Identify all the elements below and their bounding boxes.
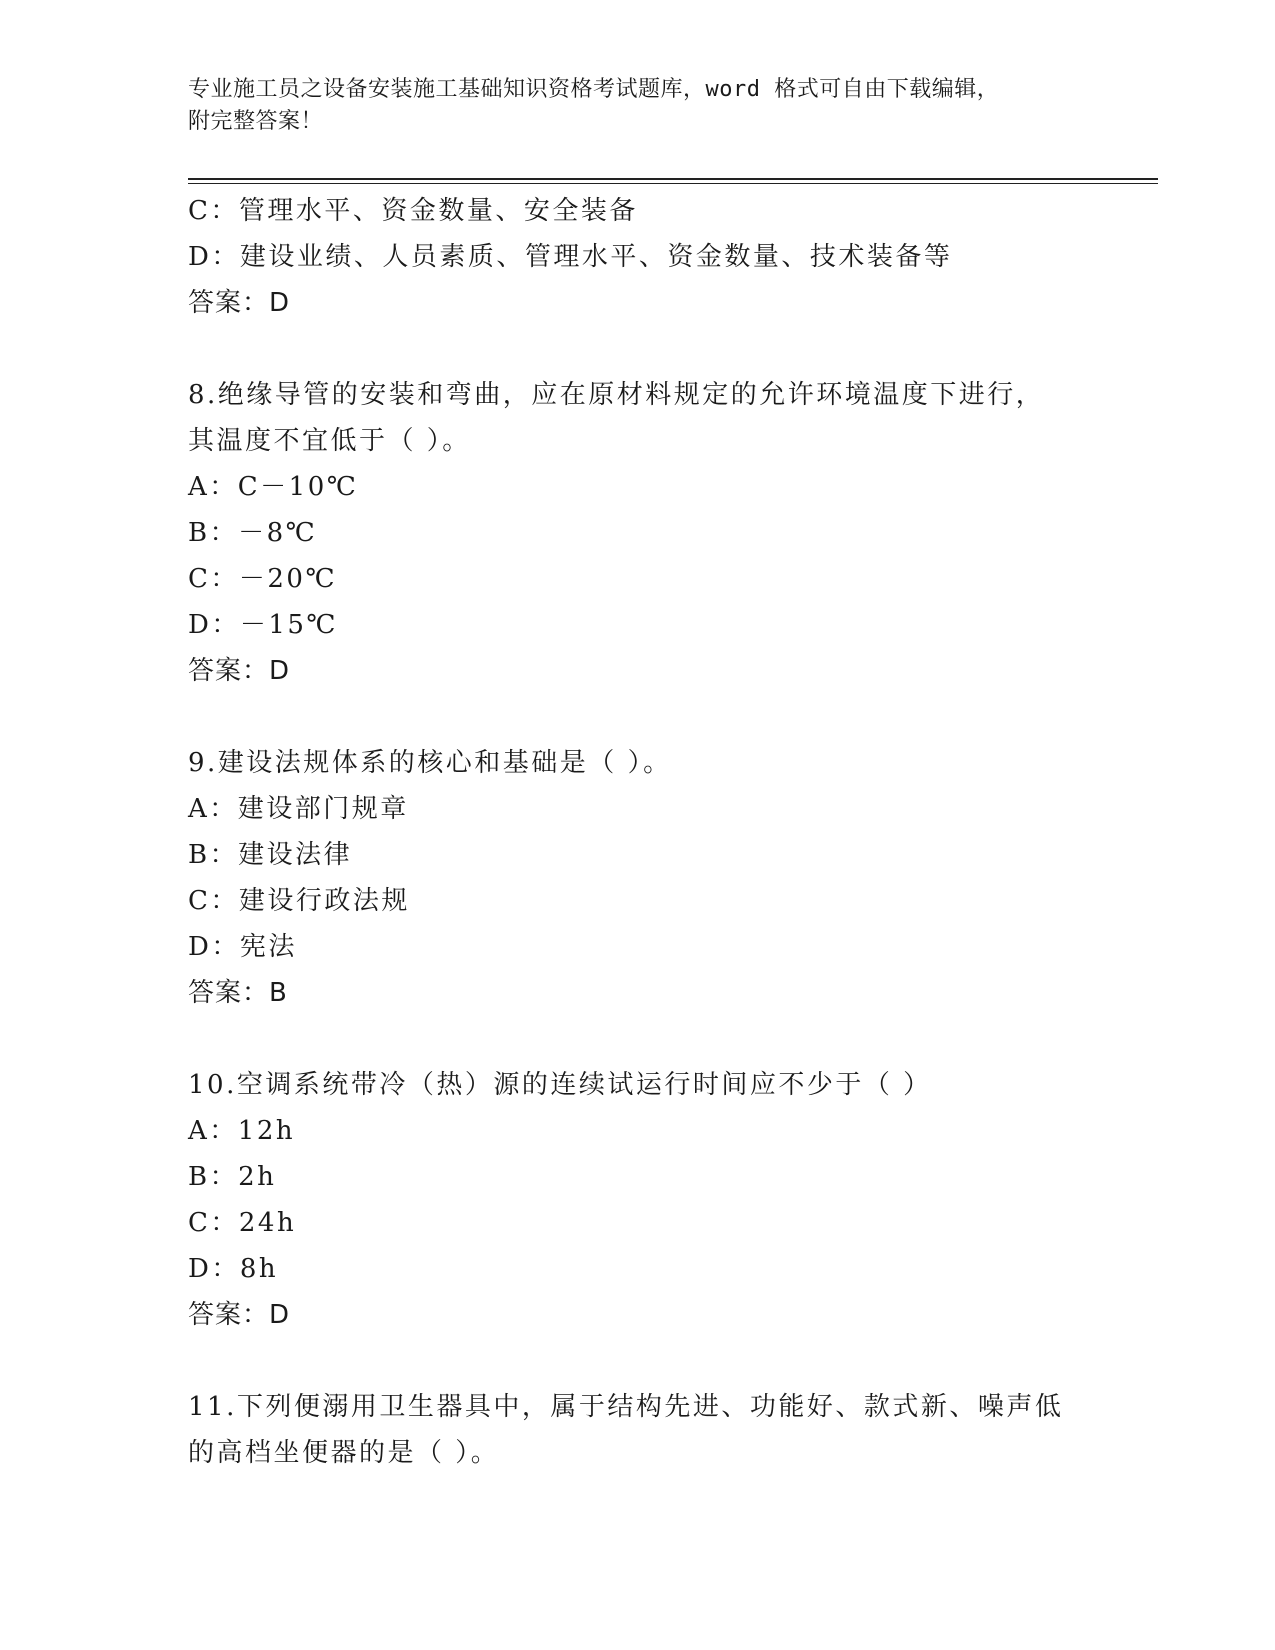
question-8 [188, 372, 1108, 694]
answer: 答案：B [188, 978, 288, 1008]
option-c: C：24h [188, 1208, 297, 1238]
option-a: A：12h [188, 1116, 296, 1146]
option-b: B：建设法律 [188, 840, 353, 870]
question-7 [188, 188, 1108, 326]
question-stem: 11.下列便溺用卫生器具中，属于结构先进、功能好、款式新、噪声低 [188, 1392, 1064, 1422]
question-stem-continued: 其温度不宜低于（ ）。 [188, 426, 471, 456]
spacer [188, 1338, 1108, 1384]
option-d: D：8h [188, 1254, 279, 1284]
question-stem: 8.绝缘导管的安装和弯曲，应在原材料规定的允许环境温度下进行， [188, 380, 1045, 410]
question-10 [188, 1062, 1108, 1338]
header-divider [188, 178, 1158, 184]
option-d: D：宪法 [188, 932, 297, 962]
option-a: A：建设部门规章 [188, 794, 409, 824]
page-header [188, 74, 1088, 138]
option-c: C：管理水平、资金数量、安全装备 [188, 196, 638, 226]
option-a: A：C－10℃ [188, 472, 359, 502]
option-b: B：－8℃ [188, 518, 318, 548]
answer: 答案：D [188, 288, 291, 318]
spacer [188, 1016, 1108, 1062]
question-stem: 10.空调系统带冷（热）源的连续试运行时间应不少于（ ） [188, 1070, 932, 1100]
spacer [188, 326, 1108, 372]
question-stem-continued: 的高档坐便器的是（ ）。 [188, 1438, 500, 1468]
question-11 [188, 1384, 1108, 1476]
question-stem: 9.建设法规体系的核心和基础是（ ）。 [188, 748, 672, 778]
question-9 [188, 740, 1108, 1016]
answer: 答案：D [188, 656, 291, 686]
question-list [188, 188, 1108, 1476]
header-line-2: 附完整答案！ [188, 109, 324, 134]
option-b: B：2h [188, 1162, 277, 1192]
answer: 答案：D [188, 1300, 291, 1330]
option-d: D：－15℃ [188, 610, 339, 640]
option-d: D：建设业绩、人员素质、管理水平、资金数量、技术装备等 [188, 242, 953, 272]
option-c: C：建设行政法规 [188, 886, 410, 916]
option-c: C：－20℃ [188, 564, 338, 594]
header-line-1: 专业施工员之设备安装施工基础知识资格考试题库，word 格式可自由下载编辑， [188, 77, 1000, 102]
spacer [188, 694, 1108, 740]
